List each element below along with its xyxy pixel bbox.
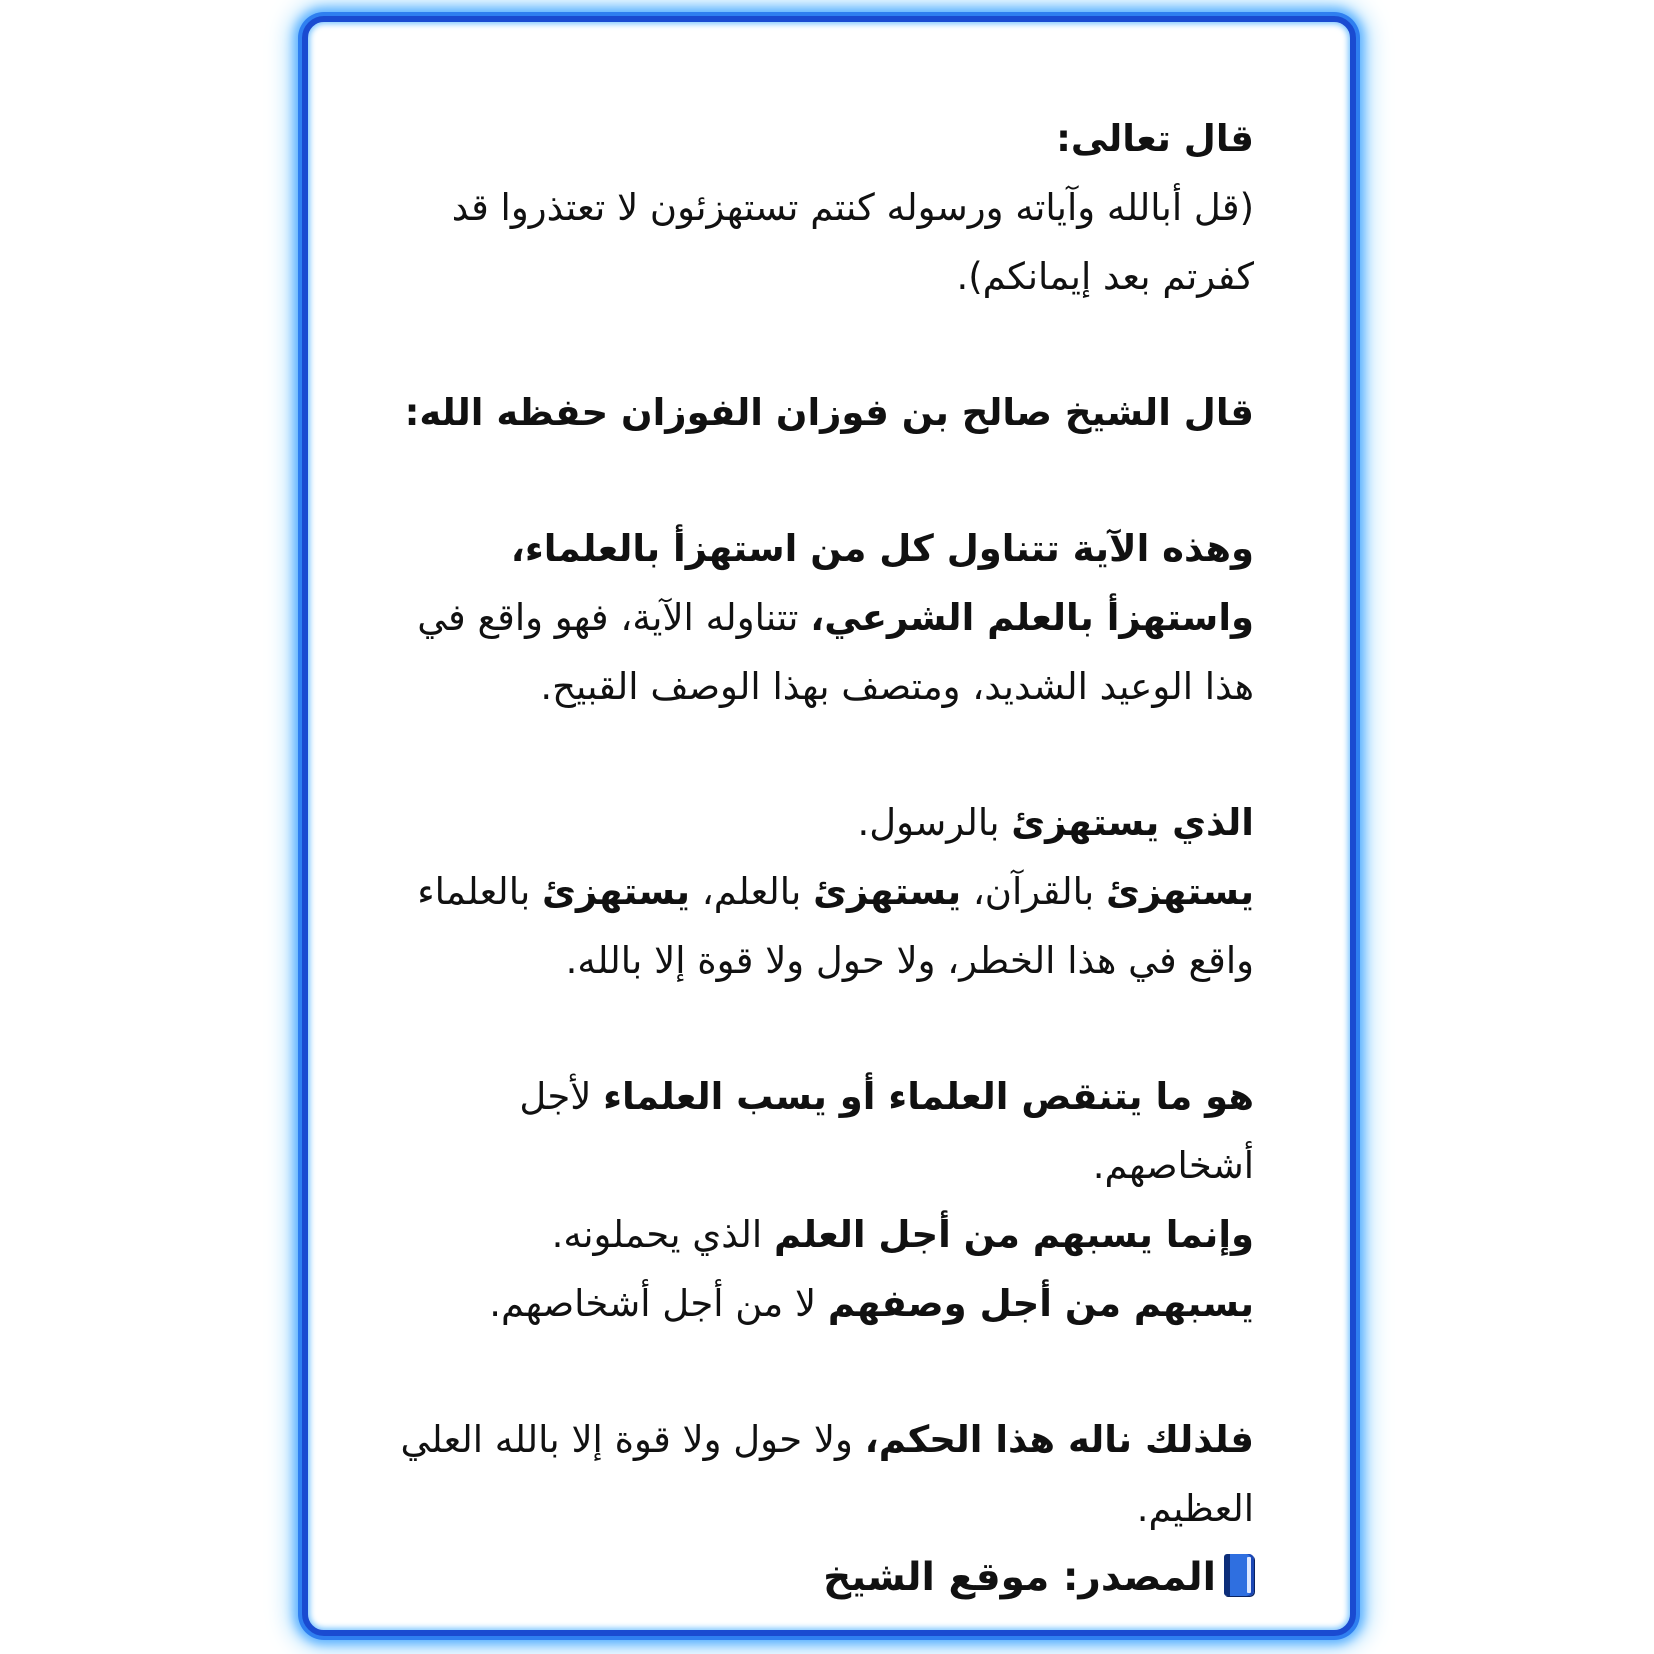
- plain-phrase: بالعلم،: [690, 870, 814, 913]
- paragraph-line: وهذه الآية تتناول كل من استهزأ بالعلماء،: [510, 527, 1254, 570]
- paragraph-line: [374, 1062, 1254, 1131]
- paragraph-line: العظيم.: [1136, 1487, 1254, 1530]
- bold-phrase: يستهزئ: [813, 870, 962, 913]
- bold-phrase: الذي يستهزئ: [1011, 801, 1254, 844]
- paragraph-line: واقع في هذا الخطر، ولا حول ولا قوة إلا بالله.: [565, 939, 1254, 982]
- source-line: [374, 1543, 1254, 1612]
- verse-line: (قل أبالله وآياته ورسوله كنتم تستهزئون لا تعتذروا قد: [451, 186, 1254, 229]
- paragraph-line: [374, 1405, 1254, 1474]
- bold-phrase: يستهزئ: [1106, 870, 1254, 913]
- paragraph-line: [374, 857, 1254, 926]
- bold-phrase: يستهزئ: [542, 870, 691, 913]
- quote-card: [302, 16, 1356, 1636]
- paragraph-line: أشخاصهم.: [1092, 1144, 1254, 1187]
- bold-phrase: هو ما يتنقص العلماء أو يسب العلماء: [603, 1075, 1254, 1118]
- plain-phrase: بالعلماء: [417, 870, 543, 913]
- book-icon: [1224, 1554, 1254, 1596]
- bold-phrase: وإنما يسبهم من أجل العلم: [773, 1213, 1254, 1256]
- plain-phrase: لا من أجل أشخاصهم.: [489, 1282, 828, 1325]
- bold-phrase: يسبهم من أجل وصفهم: [827, 1282, 1254, 1325]
- plain-phrase: تتناوله الآية، فهو واقع في: [417, 596, 811, 639]
- paragraph-line: [374, 788, 1254, 857]
- plain-phrase: بالرسول.: [857, 801, 1012, 844]
- bold-phrase: فلذلك ناله هذا الحكم،: [864, 1418, 1254, 1461]
- plain-phrase: ولا حول ولا قوة إلا بالله العلي: [400, 1418, 865, 1461]
- spacer: [374, 995, 1254, 1062]
- sheikh-heading: قال الشيخ صالح بن فوزان الفوزان حفظه الله:: [404, 391, 1254, 434]
- plain-phrase: بالقرآن،: [961, 870, 1106, 913]
- spacer: [374, 447, 1254, 514]
- bold-phrase: واستهزأ بالعلم الشرعي،: [810, 596, 1254, 639]
- paragraph-line: هذا الوعيد الشديد، ومتصف بهذا الوصف القبيح.: [540, 665, 1254, 708]
- verse-heading: قال تعالى:: [1056, 117, 1254, 160]
- paragraph-line: [374, 1200, 1254, 1269]
- paragraph-line: [374, 583, 1254, 652]
- source-label: المصدر: موقع الشيخ: [823, 1555, 1216, 1600]
- verse-line: كفرتم بعد إيمانكم).: [956, 255, 1254, 298]
- quote-text: [374, 104, 1254, 1612]
- spacer: [374, 721, 1254, 788]
- paragraph-line: [374, 1269, 1254, 1338]
- spacer: [374, 311, 1254, 378]
- plain-phrase: الذي يحملونه.: [551, 1213, 774, 1256]
- spacer: [374, 1338, 1254, 1405]
- plain-phrase: لأجل: [519, 1075, 604, 1118]
